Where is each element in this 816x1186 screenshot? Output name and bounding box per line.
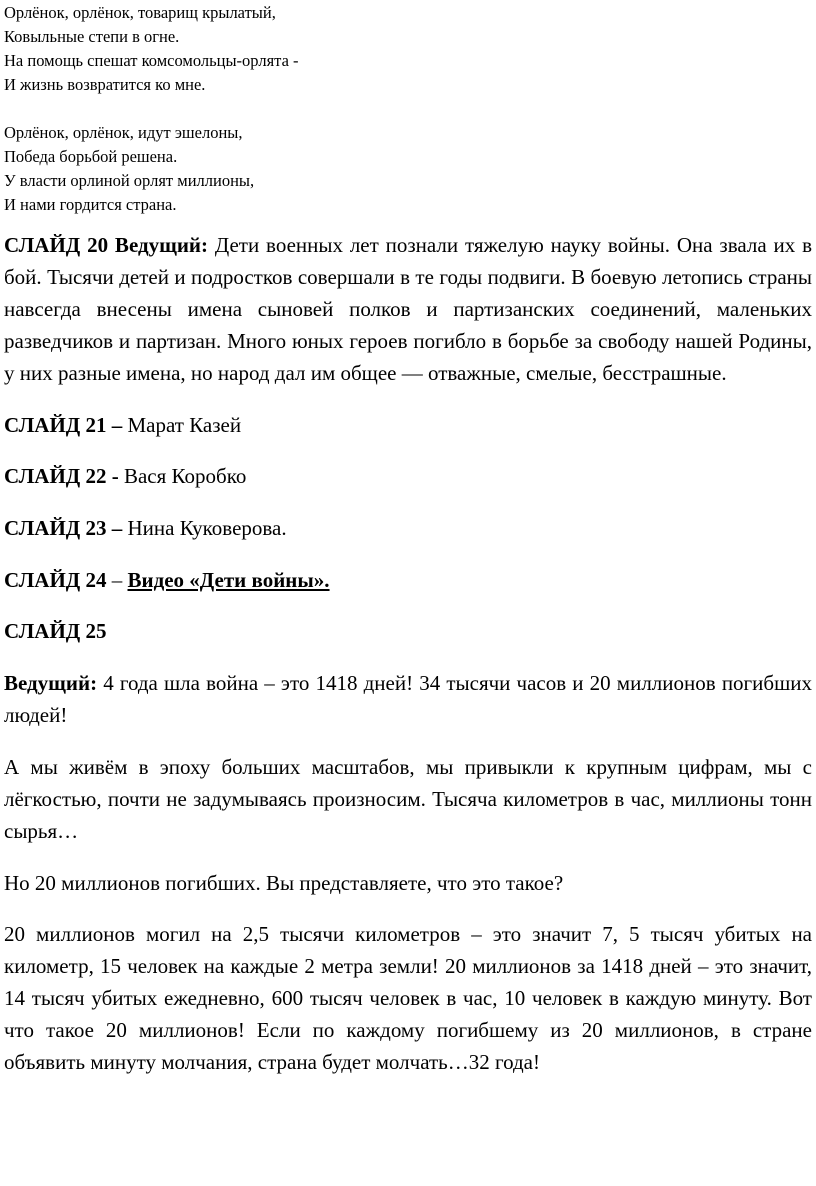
slide-21-text: Марат Казей [122,413,242,437]
slide-23-label: СЛАЙД 23 – [4,516,123,540]
slide-23-paragraph [4,512,812,544]
slide-22-text: Вася Коробко [118,464,247,488]
host-text: 4 года шла война – это 1418 дней! 34 тысячи часов и 20 миллионов погибших людей! [4,671,812,727]
slide-21-paragraph [4,409,812,441]
slide-20-label: СЛАЙД 20 Ведущий: [4,233,209,257]
host-paragraph [4,667,812,731]
slide-24-dash: – [106,568,128,592]
graves-paragraph: 20 миллионов могил на 2,5 тысячи километров – это значит 7, 5 тысяч убитых на километр, 15 человек на каждые 2 метра земли! 20 миллионов за 1418 дней – это значит, 14 тысяч убитых ежедневно, 600 тысяч человек в час, 10 человек в каждую минуту. Вот что такое 20 миллионов! Если по каждому погибшему из 20 миллионов, в стране объявить минуту молчания, страна будет молчать…32 года! [4,922,812,1074]
poem-line: Ковыльные степи в огне. [4,27,180,46]
slide-25-paragraph [4,615,812,647]
slide-22-paragraph [4,460,812,492]
slide-20-text: Дети военных лет познали тяжелую науку войны. Она звала их в бой. Тысячи детей и подростков совершали в те годы подвиги. В боевую летопись страны навсегда внесены имена сыновей полков и партизанских соединений, маленьких разведчиков и партизан. Много юных героев погибло в борьбе за свободу нашей Родины, у них разные имена, но народ дал им общее — отважные, смелые, бесстрашные. [4,233,812,385]
slide-20-paragraph [4,229,812,389]
stanza-gap [4,97,812,121]
slide-24-label: СЛАЙД 24 [4,568,107,592]
slide-24-paragraph [4,564,812,596]
poem-line: Победа борьбой решена. [4,147,178,166]
slide-24-video-link: Видео «Дети войны». [127,568,330,592]
slide-21-label: СЛАЙД 21 – [4,413,123,437]
poem-line: Орлёнок, орлёнок, идут эшелоны, [4,123,243,142]
poem-line: На помощь спешат комсомольцы-орлята - [4,51,299,70]
slide-22-label: СЛАЙД 22 - [4,464,119,488]
poem-line: Орлёнок, орлёнок, товарищ крылатый, [4,3,276,22]
question-paragraph: Но 20 миллионов погибших. Вы представляете, что это такое? [4,871,564,895]
poem [4,0,812,217]
host-label: Ведущий: [4,671,98,695]
slide-25-label: СЛАЙД 25 [4,619,107,643]
slide-23-text: Нина Куковерова. [122,516,287,540]
poem-line: У власти орлиной орлят миллионы, [4,171,255,190]
poem-line: И жизнь возвратится ко мне. [4,75,206,94]
scale-paragraph: А мы живём в эпоху больших масштабов, мы привыкли к крупным цифрам, мы с лёгкостью, почти не задумываясь произносим. Тысяча километров в час, миллионы тонн сырья… [4,755,812,843]
poem-line: И нами гордится страна. [4,195,177,214]
